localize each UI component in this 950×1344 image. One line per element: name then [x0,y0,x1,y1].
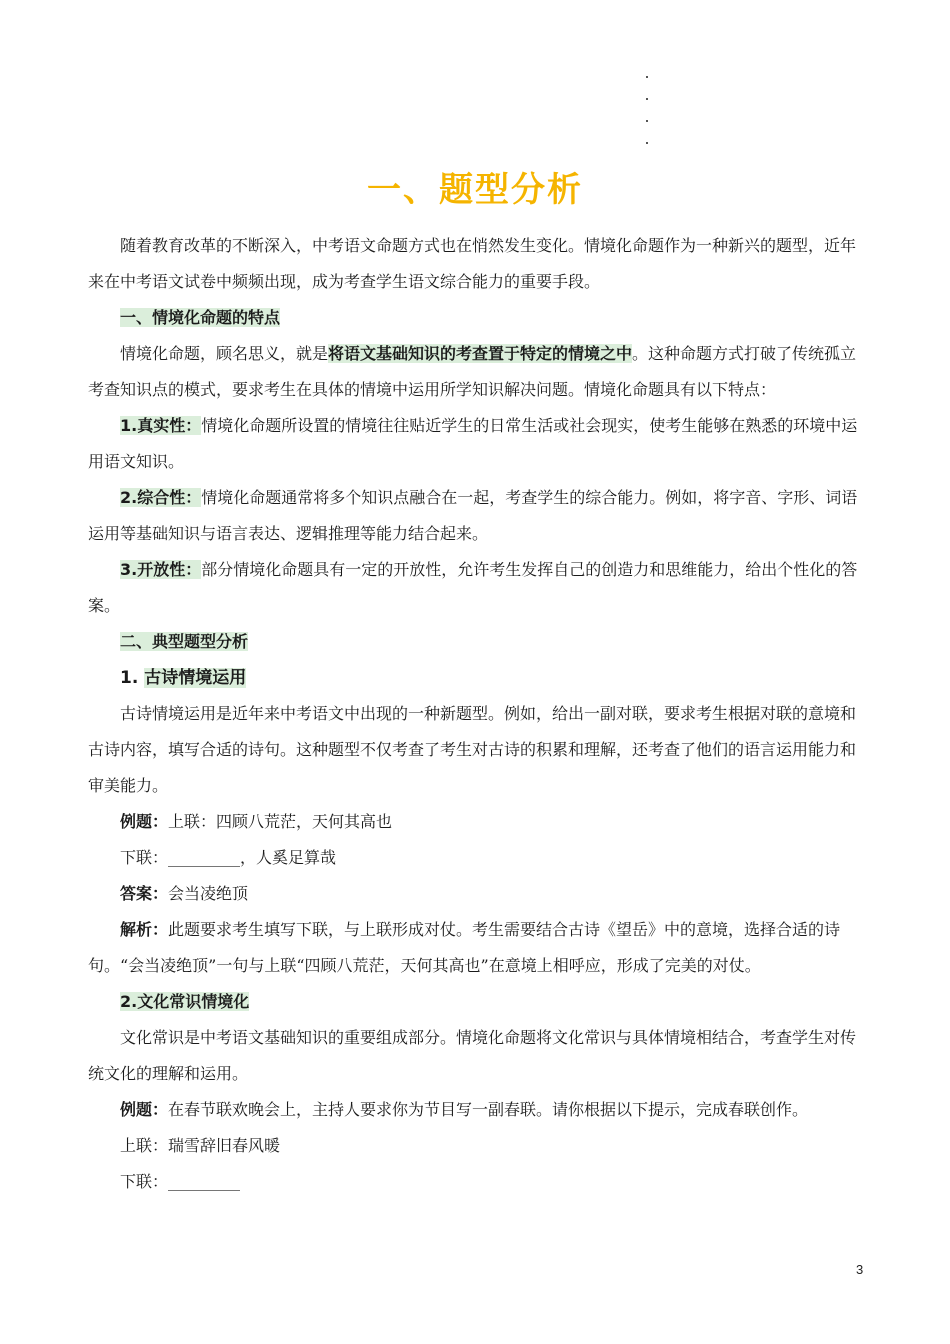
example-label: 例题： [120,1100,169,1119]
sub2-description: 文化常识是中考语文基础知识的重要组成部分。情境化命题将文化常识与具体情境相结合，考查学生对传统文化的理解和运用。 [88,1028,857,1083]
feature-item [88,408,863,480]
feature-label: 1.真实性： [120,416,202,435]
section2-heading [88,624,863,660]
sub2-example [88,1092,863,1128]
decorative-dots [644,76,650,164]
sub1-analysis [88,912,863,984]
section1-paragraph [88,336,863,408]
sub2-lower-line: 下联：_________ [120,1172,241,1191]
sub1-description: 古诗情境运用是近年来中考语文中出现的一种新题型。例如，给出一副对联，要求考生根据对联的意境和古诗内容，填写合适的诗句。这种题型不仅考查了考生对古诗的积累和理解，还考查了他们的语言运用能力和审美能力。 [88,704,857,795]
example-text: 在春节联欢晚会上，主持人要求你为节目写一副春联。请你根据以下提示，完成春联创作。 [168,1100,809,1119]
section1-highlight: 将语文基础知识的考查置于特定的情境之中 [328,344,633,363]
feature-label: 3.开放性： [120,560,202,579]
sub1-example [88,804,863,840]
sub2-upper-line: 上联：瑞雪辞旧春风暖 [120,1136,281,1155]
sub1-answer [88,876,863,912]
section2-heading-text: 二、典型题型分析 [120,632,249,651]
intro-paragraph: 随着教育改革的不断深入，中考语文命题方式也在悄然发生变化。情境化命题作为一种新兴的题型，近年来在中考语文试卷中频频出现，成为考查学生语文综合能力的重要手段。 [88,236,857,291]
sub2-heading [88,984,863,1020]
section1-text-after: 。这种命题方式打破了传统孤立考查知识点的模式，要求考生在具体的情境中运用所学知识解决问题。情境化命题具有以下特点： [88,344,857,399]
document-body [88,228,863,1200]
section1-heading-text: 一、情境化命题的特点 [120,308,281,327]
sub2-title: 2.文化常识情境化 [120,992,250,1011]
sub1-heading [88,660,863,696]
feature-text: 情境化命题所设置的情境往往贴近学生的日常生活或社会现实，使考生能够在熟悉的环境中运用语文知识。 [88,416,858,471]
feature-text: 情境化命题通常将多个知识点融合在一起，考查学生的综合能力。例如，将字音、字形、词语运用等基础知识与语言表达、逻辑推理等能力结合起来。 [88,488,858,543]
feature-item [88,480,863,552]
analysis-text: 此题要求考生填写下联，与上联形成对仗。考生需要结合古诗《望岳》中的意境，选择合适的诗句。“会当凌绝顶”一句与上联“四顾八荒茫，天何其高也”在意境上相呼应，形成了完美的对仗。 [88,920,841,975]
section1-text-before: 情境化命题，顾名思义，就是 [120,344,329,363]
example-label: 例题： [120,812,169,831]
sub1-lower-line: 下联：_________，人奚足算哉 [120,848,337,867]
sub1-number: 1. [120,668,145,688]
analysis-label: 解析： [120,920,169,939]
feature-label: 2.综合性： [120,488,202,507]
feature-item [88,552,863,624]
answer-text: 会当凌绝顶 [168,884,249,903]
answer-label: 答案： [120,884,169,903]
feature-text: 部分情境化命题具有一定的开放性，允许考生发挥自己的创造力和思维能力，给出个性化的答案。 [88,560,858,615]
section1-heading [88,300,863,336]
example-text: 上联：四顾八荒茫，天何其高也 [168,812,393,831]
page-title: 一、题型分析 [367,170,583,210]
page-number: 3 [856,1262,864,1277]
sub1-title: 古诗情境运用 [144,668,247,688]
